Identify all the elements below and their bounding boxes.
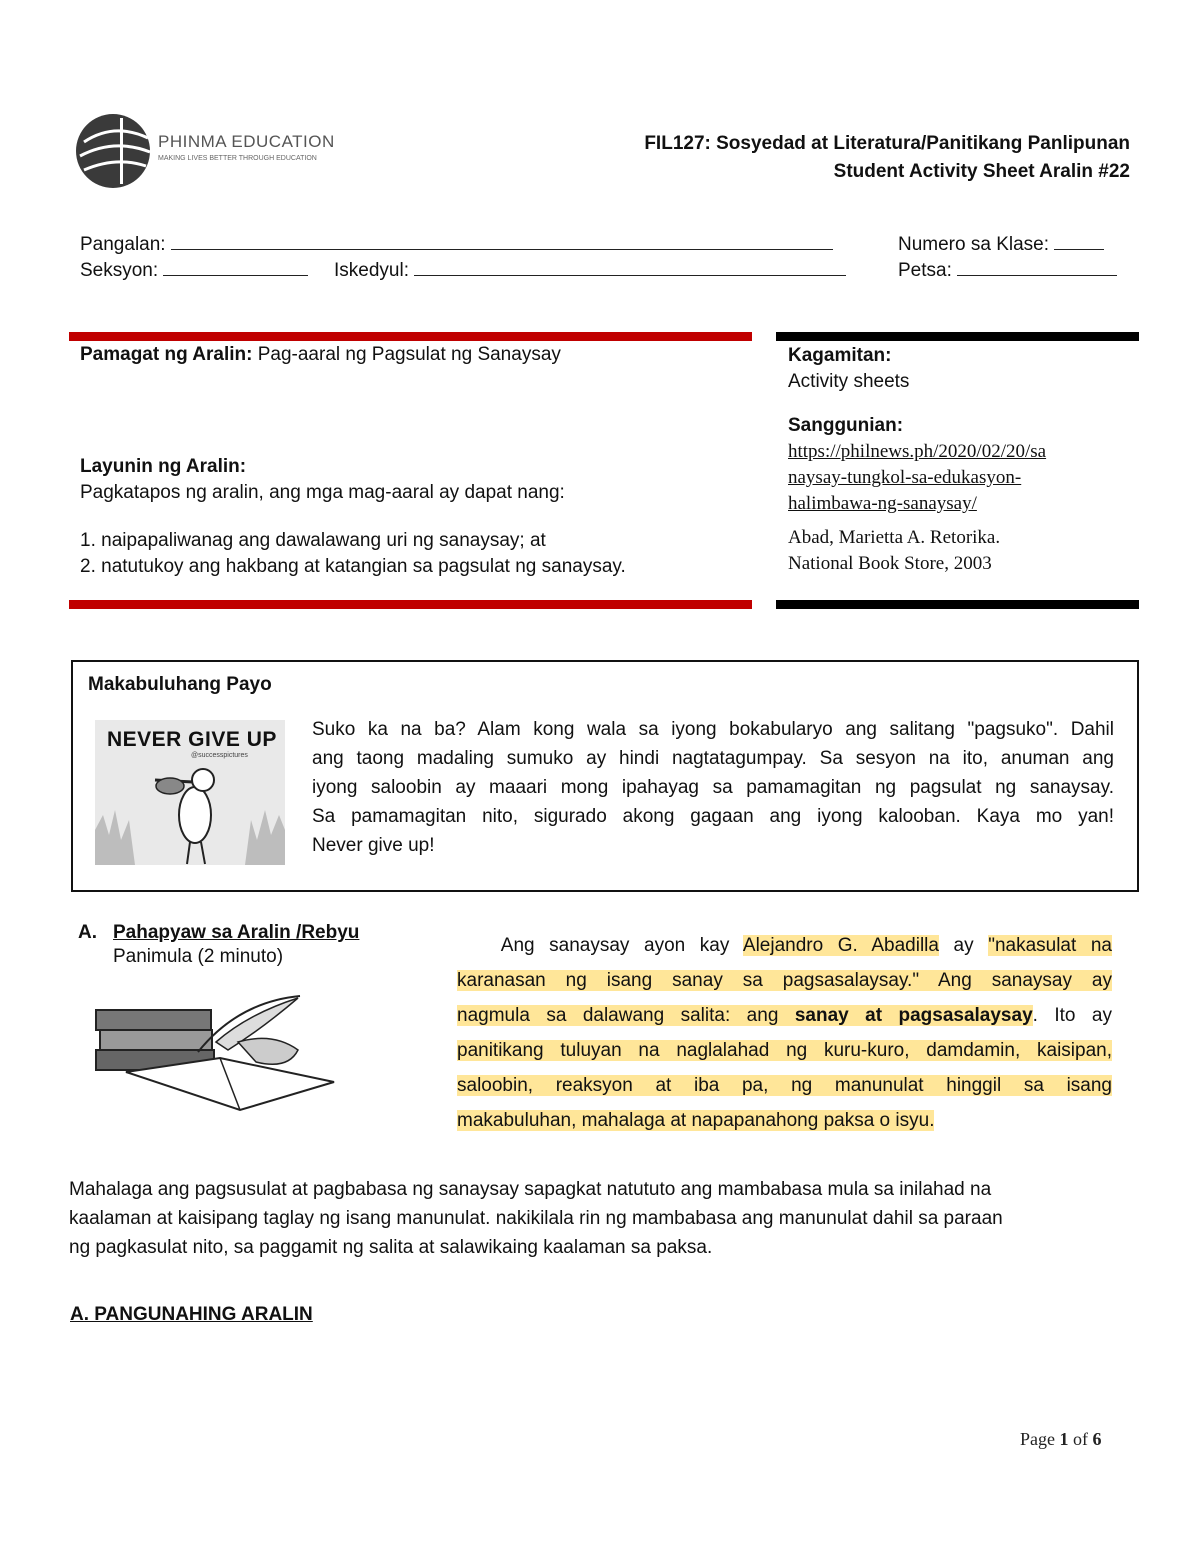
black-divider-bottom: [776, 600, 1139, 609]
objective-1: 1. naipapaliwanag ang dawalawang uri ng sanaysay; at: [80, 530, 546, 551]
sanaysay-definition: [457, 928, 1112, 1138]
name-blank[interactable]: [171, 230, 833, 250]
of-word: of: [1073, 1429, 1088, 1449]
objectives-intro: Pagkatapos ng aralin, ang mga mag-aaral ay dapat nang:: [80, 482, 565, 503]
definition-line-6: [457, 1103, 1112, 1138]
reference-link[interactable]: [788, 439, 1046, 517]
materials-label: Kagamitan:: [788, 345, 892, 366]
definition-ay: ay: [938, 935, 989, 956]
advice-text: [312, 715, 1114, 860]
advice-line-5: Never give up!: [312, 835, 435, 856]
advice-heading: Makabuluhang Payo: [88, 674, 272, 695]
definition-line-3: [457, 998, 1112, 1033]
black-divider-top: [776, 332, 1139, 341]
objectives-label: Layunin ng Aralin:: [80, 456, 247, 477]
date-label: Petsa:: [898, 260, 952, 281]
reference-book-line-1: Abad, Marietta A. Retorika.: [788, 527, 1001, 548]
frog-and-heron-illustration: [95, 760, 285, 865]
definition-line-3-end: . Ito ay: [1032, 1005, 1112, 1026]
main-lesson-heading: A. PANGUNAHING ARALIN: [70, 1304, 313, 1325]
objectives-block: [80, 454, 626, 580]
definition-line-5: [457, 1068, 1112, 1103]
name-label: Pangalan:: [80, 234, 166, 255]
materials-value: Activity sheets: [788, 371, 910, 392]
red-divider-bottom: [69, 600, 752, 609]
advice-line-2: ang taong madaling sumuko ay hindi nagtatagumpay. Sa sesyon na ito, anuman ang: [312, 748, 1114, 769]
sanay-pagsasalaysay-bold: sanay at pagsasalaysay: [794, 1005, 1033, 1026]
schedule-label: Iskedyul:: [334, 260, 409, 281]
definition-line-2: [457, 963, 1112, 998]
definition-line-6-text: makabuluhan, mahalaga at napapanahong paksa o isyu.: [457, 1110, 935, 1131]
section-field[interactable]: [80, 256, 308, 284]
advice-line-1: Suko ka na ba? Alam kong wala sa iyong bokabularyo ang salitang "pagsuko". Dahil: [312, 719, 1114, 740]
lesson-title-label: Pamagat ng Aralin:: [80, 344, 253, 365]
reference-book-line-2: National Book Store, 2003: [788, 553, 992, 574]
class-number-blank[interactable]: [1054, 230, 1104, 250]
schedule-field[interactable]: [334, 256, 846, 284]
never-give-up-image: [95, 720, 285, 865]
section-a-letter: A.: [78, 922, 97, 943]
current-page: 1: [1059, 1429, 1069, 1449]
author-highlight: Alejandro G. Abadilla: [742, 935, 939, 956]
importance-line-3: ng pagkasulat nito, sa paggamit ng salita at salawikaing kaalaman sa paksa.: [69, 1237, 713, 1258]
reference-book: [788, 525, 1046, 577]
document-title: [644, 130, 1130, 186]
lesson-title: [80, 342, 561, 368]
advice-line-4: Sa pamamagitan nito, sigurado akong gagaan ang iyong kalooban. Kaya mo yan!: [312, 806, 1114, 827]
section-label: Seksyon:: [80, 260, 159, 281]
red-divider-top: [69, 332, 752, 341]
importance-line-1: Mahalaga ang pagsusulat at pagbabasa ng sanaysay sapagkat natututo ang mambabasa mula sa inilahad na: [69, 1179, 992, 1200]
definition-line-2-text: karanasan ng isang sanay sa pagsasalaysay." Ang sanaysay ay: [457, 970, 1112, 991]
reference-link-line-2[interactable]: naysay-tungkol-sa-edukasyon-: [788, 467, 1022, 488]
sanaysay-importance: [69, 1175, 1129, 1262]
lesson-title-value: Pag-aaral ng Pagsulat ng Sanaysay: [257, 344, 561, 365]
references-label: Sanggunian:: [788, 415, 904, 436]
class-number-label: Numero sa Klase:: [898, 234, 1050, 255]
section-a-subheading: Panimula (2 minuto): [113, 946, 284, 967]
book-and-quill-illustration: [88, 992, 338, 1122]
sheet-title: Student Activity Sheet Aralin #22: [833, 161, 1130, 182]
definition-line-1: [457, 928, 1112, 963]
date-field[interactable]: [898, 256, 1117, 284]
importance-line-2: kaalaman at kaisipang taglay ng isang manunulat. nakikilala rin ng mambabasa ang manunulat dahil sa paraan: [69, 1208, 1003, 1229]
definition-line-5-text: saloobin, reaksyon at iba pa, ng manunulat hinggil sa isang: [457, 1075, 1112, 1096]
definition-line-4: [457, 1033, 1112, 1068]
name-field[interactable]: [80, 230, 833, 258]
poster-handle: @successpictures: [191, 752, 248, 759]
page-word: Page: [1020, 1429, 1055, 1449]
definition-line-3-start: nagmula sa dalawang salita: ang: [457, 1005, 795, 1026]
advice-line-3: iyong saloobin ay maaari mong ipahayag sa pamamagitan ng pagsulat ng sanaysay.: [312, 777, 1114, 798]
course-title: FIL127: Sosyedad at Literatura/Panitikang Panlipunan: [644, 133, 1130, 154]
objective-2: 2. natutukoy ang hakbang at katangian sa pagsulat ng sanaysay.: [80, 556, 626, 577]
definition-line-4-text: panitikang tuluyan na naglalahad ng kuru-kuro, damdamin, kaisipan,: [457, 1040, 1112, 1061]
materials-block: [788, 343, 909, 395]
page-number: [1020, 1429, 1102, 1450]
definition-start: Ang sanaysay ayon kay: [500, 935, 743, 956]
section-a-heading: Pahapyaw sa Aralin /Rebyu: [113, 922, 360, 943]
quote-highlight: "nakasulat na: [988, 935, 1112, 956]
reference-link-line-1[interactable]: https://philnews.ph/2020/02/20/sa: [788, 441, 1047, 462]
logo-tagline: MAKING LIVES BETTER THROUGH EDUCATION: [158, 155, 317, 162]
reference-link-line-3[interactable]: halimbawa-ng-sanaysay/: [788, 493, 977, 514]
poster-text: NEVER GIVE UP: [107, 728, 277, 751]
date-blank[interactable]: [957, 256, 1117, 276]
schedule-blank[interactable]: [414, 256, 846, 276]
section-blank[interactable]: [163, 256, 308, 276]
class-number-field[interactable]: [898, 230, 1104, 258]
book-and-quill-image: [88, 992, 338, 1122]
references-block: [788, 413, 1046, 577]
phinma-logo: [74, 112, 344, 190]
total-pages: 6: [1092, 1429, 1102, 1449]
logo-name: PHINMA EDUCATION: [158, 132, 335, 151]
